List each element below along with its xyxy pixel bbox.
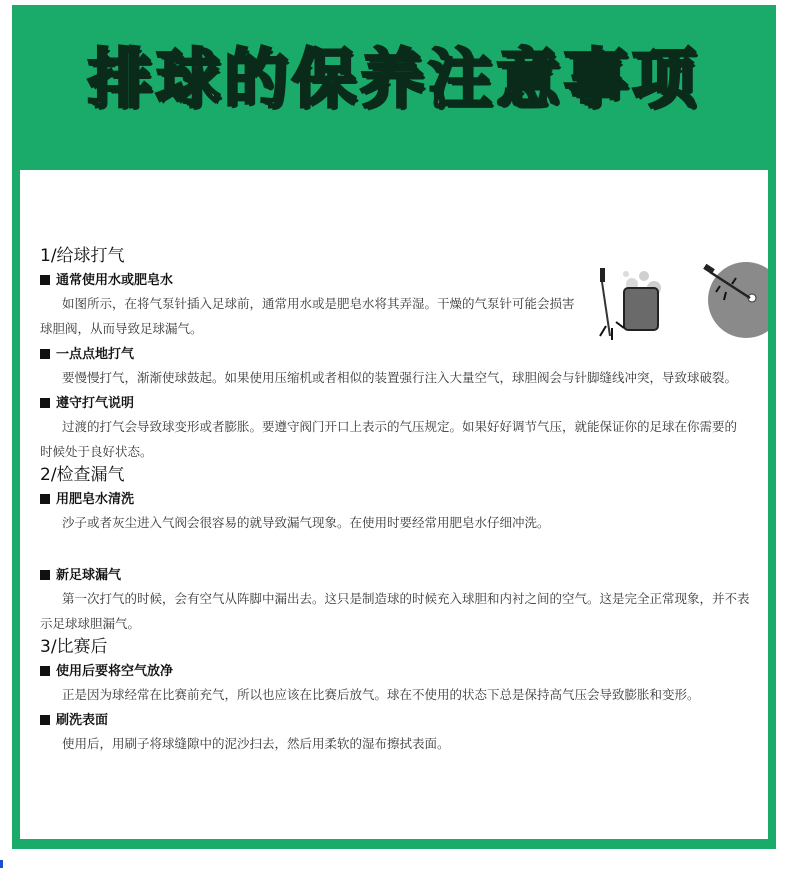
section-title: 2/检查漏气 bbox=[40, 465, 125, 485]
section-title: 1/给球打气 bbox=[40, 246, 125, 266]
section-title: 3/比赛后 bbox=[40, 637, 108, 657]
subheading: 刷洗表面 bbox=[40, 711, 760, 731]
paragraph: 过渡的打气会导致球变形或者膨胀。要遵守阀门开口上表示的气压规定。如果好好调节气压，就能保证你的足球在你需要的时候处于良好状态。 bbox=[40, 419, 738, 459]
subheading: 使用后要将空气放净 bbox=[40, 662, 760, 682]
paragraph: 正是因为球经常在比赛前充气，所以也应该在比赛后放气。球在不使用的状态下总是保持高气压会导致膨胀和变形。 bbox=[62, 687, 700, 702]
square-bullet-icon bbox=[40, 494, 50, 504]
subheading: 遵守打气说明 bbox=[40, 394, 760, 414]
document-body bbox=[40, 245, 760, 756]
paragraph: 要慢慢打气，渐渐使球鼓起。如果使用压缩机或者相似的装置强行注入大量空气，球胆阀会与针脚缝线冲突，导致球破裂。 bbox=[62, 370, 738, 385]
edge-marker bbox=[0, 860, 3, 868]
paragraph: 沙子或者灰尘进入气阀会很容易的就导致漏气现象。在使用时要经常用肥皂水仔细冲洗。 bbox=[62, 515, 550, 530]
subheading: 新足球漏气 bbox=[40, 566, 760, 586]
square-bullet-icon bbox=[40, 666, 50, 676]
subheading: 通常使用水或肥皂水 bbox=[40, 271, 760, 291]
content-panel bbox=[20, 170, 768, 839]
subheading: 用肥皂水清洗 bbox=[40, 490, 760, 510]
green-frame bbox=[12, 5, 776, 849]
square-bullet-icon bbox=[40, 275, 50, 285]
square-bullet-icon bbox=[40, 398, 50, 408]
paragraph: 如图所示，在将气泵针插入足球前，通常用水或是肥皂水将其弄湿。干燥的气泵针可能会损害球胆阀，从而导致足球漏气。 bbox=[40, 296, 575, 336]
banner-title: 排球的保养注意事项 bbox=[88, 43, 700, 117]
square-bullet-icon bbox=[40, 570, 50, 580]
paragraph: 第一次打气的时候，会有空气从阵脚中漏出去。这只是制造球的时候充入球胆和内衬之间的空气。这是完全正常现象，并不表示足球球胆漏气。 bbox=[40, 591, 750, 631]
paragraph: 使用后，用刷子将球缝隙中的泥沙扫去，然后用柔软的湿布擦拭表面。 bbox=[62, 736, 450, 751]
square-bullet-icon bbox=[40, 349, 50, 359]
square-bullet-icon bbox=[40, 715, 50, 725]
subheading: 一点点地打气 bbox=[40, 345, 760, 365]
